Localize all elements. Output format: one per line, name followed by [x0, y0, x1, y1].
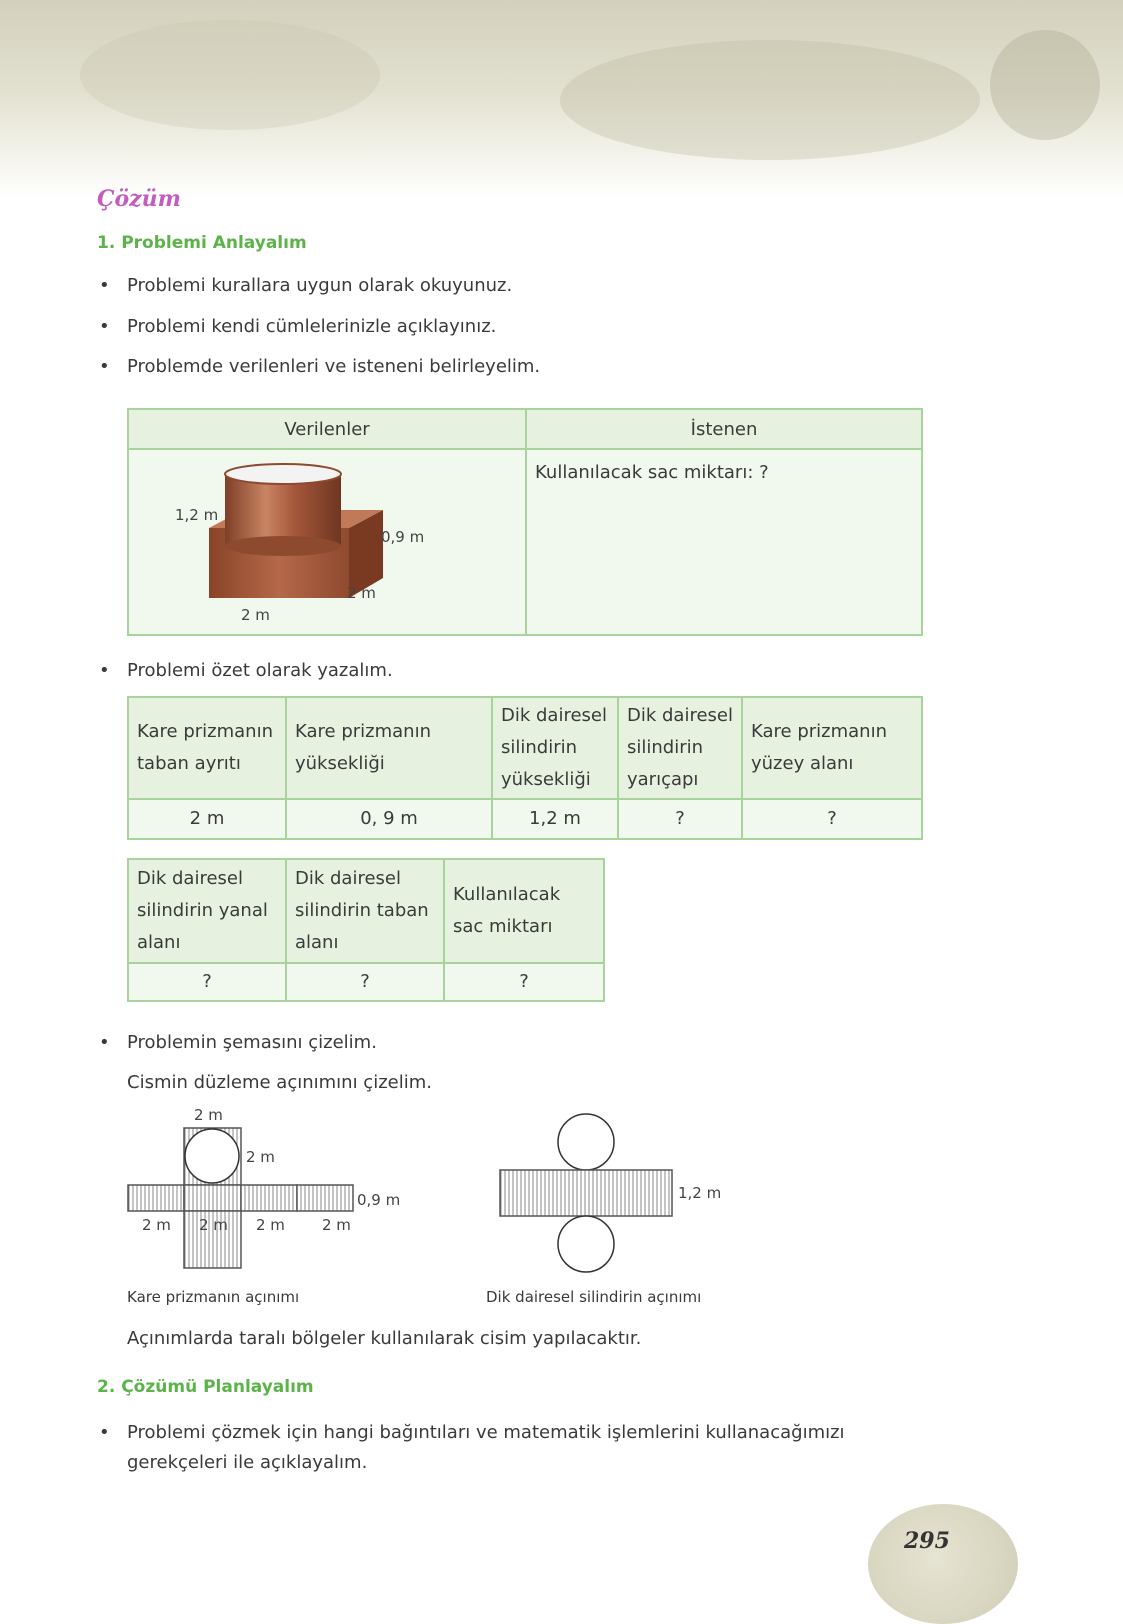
bullet-dot: • [99, 356, 110, 377]
header-cylinder-height: Dik dairesel silindirin yüksekliği [492, 697, 618, 799]
cylinder-net [500, 1114, 721, 1272]
header-cylinder-radius: Dik dairesel silindirin yarıçapı [618, 697, 742, 799]
bullet-dot: • [99, 660, 110, 681]
cylinder-net-bottom-circle [558, 1216, 614, 1272]
cylinder-net-caption: Dik dairesel silindirin açınımı [486, 1288, 702, 1306]
page-number-badge [868, 1504, 1018, 1624]
prism-net-strip-3 [241, 1185, 297, 1211]
cylinder-net-rectangle [500, 1170, 672, 1216]
header-prism-surface-area: Kare prizmanın yüzey alanı [742, 697, 922, 799]
prism-net-strip-1 [128, 1185, 184, 1211]
prism-net-bottom-label-2: 2 m [199, 1216, 228, 1234]
header-sheet-amount: Kullanılacak sac miktarı [444, 859, 604, 963]
value-prism-surface-area: ? [742, 799, 922, 839]
prism-net-bottom-label-1: 2 m [142, 1216, 171, 1234]
prism-depth-label: 2 m [347, 584, 376, 602]
value-cylinder-base-area: ? [286, 963, 444, 1001]
prism-height-label: 0,9 m [381, 528, 425, 546]
value-prism-base-edge: 2 m [128, 799, 286, 839]
prism-net-height-label: 0,9 m [357, 1191, 401, 1209]
bullet-plan: • Problemi çözmek için hangi bağıntıları ve matematik işlemlerini kullanacağımızı gerekçeleri ile açıklayalım. [127, 1418, 927, 1478]
cylinder-top-face [225, 464, 341, 484]
wanted-header: İstenen [526, 409, 922, 449]
cylinder-net-height-label: 1,2 m [678, 1184, 722, 1202]
summary-table-2 [127, 858, 605, 1002]
prism-net-circle [185, 1129, 239, 1183]
bullet-dot: • [99, 316, 110, 337]
header-prism-base-edge: Kare prizmanın taban ayrıtı [128, 697, 286, 799]
bullet-determine: • Problemde verilenleri ve isteneni belirleyelim. [99, 356, 541, 377]
section-2-title: 2. Çözümü Planlayalım [97, 1377, 314, 1397]
prism-net-strip-2 [184, 1185, 241, 1211]
given-wanted-table [127, 408, 923, 636]
bullet-dot: • [99, 275, 110, 296]
prism-net-bottom-label-3: 2 m [256, 1216, 285, 1234]
section-1-title: 1. Problemi Anlayalım [97, 233, 307, 253]
cylinder-net-top-circle [558, 1114, 614, 1170]
page-header-background [0, 0, 1123, 200]
prism-net-circle-label: 2 m [246, 1148, 275, 1166]
nets-figure [100, 1098, 760, 1298]
solution-title: Çözüm [97, 186, 181, 212]
page-number: 295 [904, 1528, 950, 1554]
given-header: Verilenler [128, 409, 526, 449]
header-cylinder-lateral-area: Dik dairesel silindirin yanal alanı [128, 859, 286, 963]
prism-net-top-label: 2 m [194, 1106, 223, 1124]
wanted-cell: Kullanılacak sac miktarı: ? [526, 449, 922, 635]
cylinder-on-prism-figure [129, 450, 521, 634]
bullet-dot: • [99, 1032, 110, 1053]
value-prism-height: 0, 9 m [286, 799, 492, 839]
value-cylinder-lateral-area: ? [128, 963, 286, 1001]
bullet-summary: • Problemi özet olarak yazalım. [99, 660, 393, 681]
summary-table-1 [127, 696, 923, 840]
prism-net-caption: Kare prizmanın açınımı [127, 1288, 300, 1306]
bullet-read: • Problemi kurallara uygun olarak okuyunuz. [99, 275, 513, 296]
given-figure-cell [128, 449, 526, 635]
prism-width-label: 2 m [241, 606, 270, 624]
bullet-dot: • [99, 1422, 110, 1443]
value-sheet-amount: ? [444, 963, 604, 1001]
value-cylinder-radius: ? [618, 799, 742, 839]
prism-net-bottom-label-4: 2 m [322, 1216, 351, 1234]
net-instruction: Cismin düzleme açınımını çizelim. [127, 1072, 432, 1093]
header-prism-height: Kare prizmanın yüksekliği [286, 697, 492, 799]
prism-net-strip-4 [297, 1185, 353, 1211]
header-cylinder-base-area: Dik dairesel silindirin taban alanı [286, 859, 444, 963]
bullet-schema: • Problemin şemasını çizelim. [99, 1032, 377, 1053]
bullet-explain: • Problemi kendi cümlelerinizle açıklayınız. [99, 316, 497, 337]
value-cylinder-height: 1,2 m [492, 799, 618, 839]
cylinder-bottom-edge [225, 536, 341, 556]
prism-net [128, 1106, 400, 1268]
shaded-note: Açınımlarda taralı bölgeler kullanılarak cisim yapılacaktır. [127, 1328, 642, 1349]
cylinder-height-label: 1,2 m [175, 506, 219, 524]
